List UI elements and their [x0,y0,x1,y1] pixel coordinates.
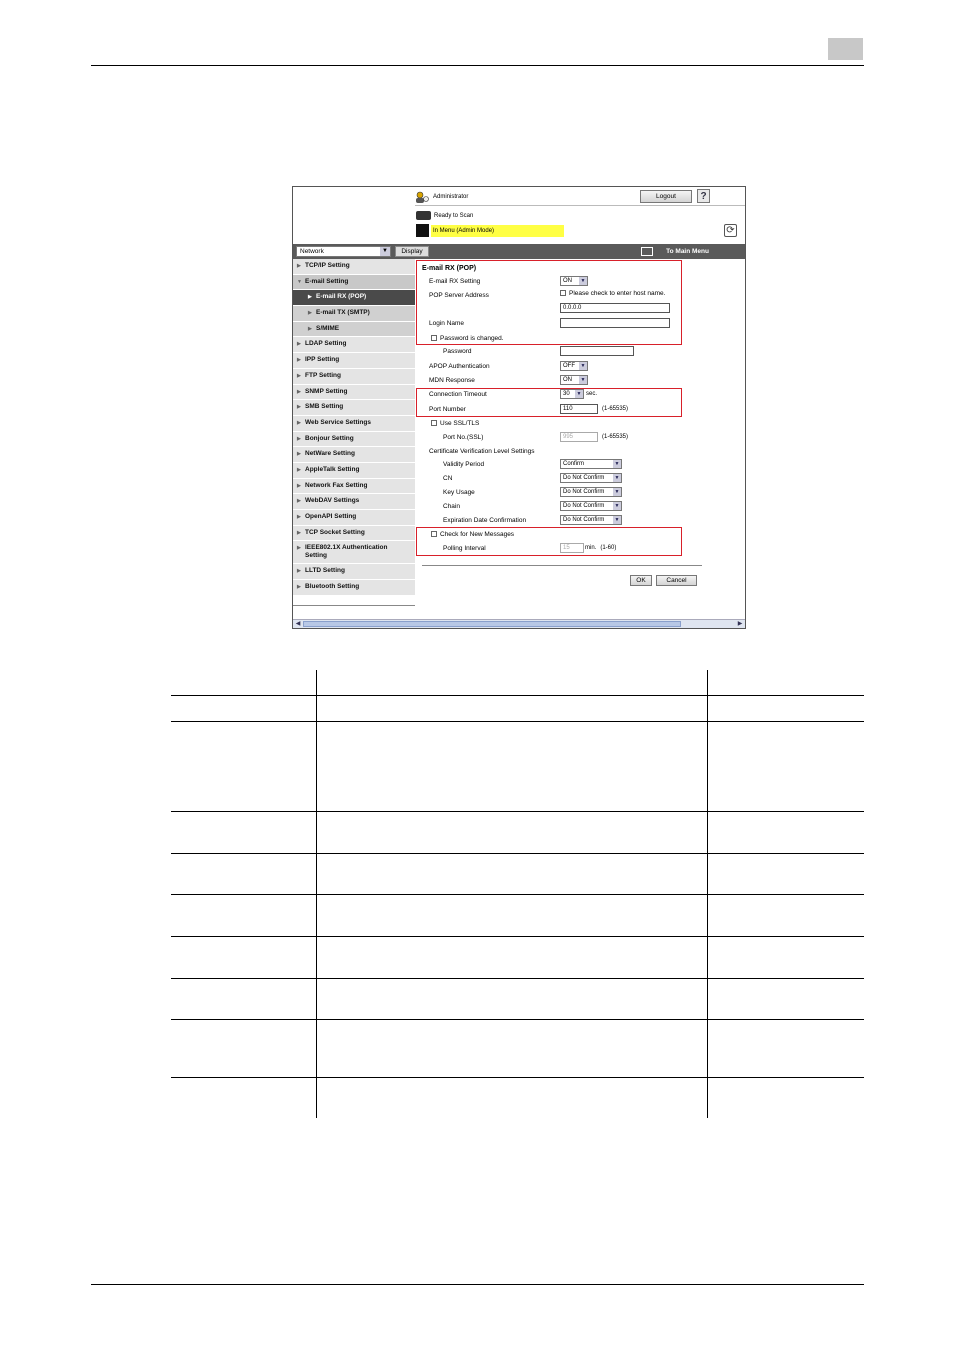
timeout-unit: sec. [586,391,598,397]
arrow-right-icon: ▶ [297,568,301,575]
sidebar-item-label: Bluetooth Setting [305,583,360,591]
sidebar-item-label: Web Service Settings [305,418,371,426]
sidebar-item-email-rx[interactable] [293,290,415,306]
sidebar-item-bonjour[interactable] [293,432,415,448]
email-rx-setting-label: E-mail RX Setting [429,278,481,285]
printer-icon [416,211,431,220]
sidebar-item-network-fax[interactable] [293,479,415,495]
arrow-right-icon: ▶ [308,294,312,301]
ok-button[interactable]: OK [630,575,652,586]
arrow-right-icon: ▶ [297,435,301,442]
select-value: Do Not Confirm [563,517,605,523]
sidebar-item-ieee8021x[interactable] [293,541,415,564]
arrow-right-icon: ▶ [308,310,312,317]
sidebar-item-web-service[interactable] [293,416,415,432]
pop-server-label: POP Server Address [429,292,489,299]
user-label: Administrator [433,194,469,200]
select-value: 30 [563,391,570,397]
ssl-checkbox[interactable] [431,420,437,426]
ssl-port-input[interactable]: 995 [560,432,598,442]
sidebar-item-label: TCP Socket Setting [305,528,365,536]
row-key-usage [417,487,745,500]
password-label: Password [443,348,472,355]
select-value: ON [563,377,572,383]
chain-label: Chain [443,503,460,510]
chevron-down-icon: ▼ [580,278,586,284]
row-ssl [417,418,745,431]
arrow-right-icon: ▶ [297,372,301,379]
arrow-right-icon: ▶ [297,263,301,269]
arrow-right-icon: ▶ [308,325,312,332]
chevron-down-icon: ▼ [580,363,586,369]
sidebar-item-label: E-mail RX (POP) [316,293,367,301]
sidebar [293,259,415,596]
chain-select[interactable] [560,501,622,511]
highlight-box-connection [416,388,682,417]
polling-range: (1-60) [600,545,617,551]
scroll-left-icon[interactable]: ◀ [295,621,301,627]
table-row-divider [171,721,864,722]
select-value: Do Not Confirm [563,475,605,481]
ssl-port-range: (1-65535) [602,434,629,440]
port-label: Port Number [429,406,466,413]
sidebar-item-label: AppleTalk Setting [305,465,360,473]
row-mdn [417,375,745,388]
sidebar-item-email-tx[interactable] [293,306,415,322]
sidebar-item-smb[interactable] [293,400,415,416]
chevron-down-icon: ▼ [580,377,586,383]
password-input[interactable] [560,346,634,356]
select-value: OFF [563,363,575,369]
sidebar-item-label: IPP Setting [305,356,340,364]
mode-bar: In Menu (Admin Mode) [431,225,564,237]
row-chain [417,501,745,514]
sidebar-item-tcp-socket[interactable] [293,526,415,542]
header-divider [415,205,745,206]
row-password [417,346,745,359]
password-changed-label: Password is changed. [440,335,504,342]
row-apop [417,361,745,374]
table-row-divider [171,811,864,812]
row-cn [417,473,745,486]
key-usage-select[interactable] [560,487,622,497]
arrow-right-icon: ▶ [297,341,301,348]
page-number-tab [828,38,863,60]
sidebar-divider [293,605,415,606]
apop-select[interactable] [560,361,588,371]
sidebar-item-openapi[interactable] [293,510,415,526]
navbar [293,244,745,259]
host-name-check-label: Please check to enter host name. [569,290,666,297]
login-name-label: Login Name [429,320,465,327]
arrow-right-icon: ▶ [297,514,301,520]
table-row-divider [171,1077,864,1078]
ssl-port-label: Port No.(SSL) [443,434,484,441]
sidebar-item-label: Bonjour Setting [305,434,354,442]
scroll-thumb[interactable] [303,621,681,627]
cn-label: CN [443,475,453,482]
mdn-select[interactable] [560,375,588,385]
sidebar-item-ipp[interactable] [293,353,415,369]
arrow-right-icon: ▶ [297,529,301,536]
cancel-button[interactable]: Cancel [656,575,697,586]
sidebar-item-label: IEEE802.1X Authentication Setting [305,544,388,560]
sidebar-item-email[interactable] [293,275,415,291]
select-value: Confirm [563,461,585,467]
arrow-right-icon: ▶ [297,466,301,473]
apop-label: APOP Authentication [429,363,490,370]
select-value: Do Not Confirm [563,503,605,509]
category-select[interactable] [296,246,391,257]
row-ssl-port [417,432,745,445]
key-usage-label: Key Usage [443,489,475,496]
chevron-down-icon: ▼ [614,475,620,481]
polling-label: Polling Interval [443,545,486,552]
logout-button[interactable]: Logout [640,190,692,203]
arrow-right-icon: ▶ [297,357,301,364]
select-value: Do Not Confirm [563,489,605,495]
port-input[interactable]: 110 [560,404,598,414]
arrow-right-icon: ▶ [297,388,301,395]
table-row-divider [171,853,864,854]
sidebar-item-label: LLTD Setting [305,567,345,575]
sidebar-item-smime[interactable] [293,322,415,338]
select-value: ON [563,278,572,284]
expiration-label: Expiration Date Confirmation [443,517,527,524]
timeout-label: Connection Timeout [429,391,487,398]
sidebar-item-lltd[interactable] [293,564,415,580]
to-main-menu-link[interactable]: To Main Menu [666,248,709,255]
arrow-right-icon: ▶ [297,404,301,411]
arrow-right-icon: ▶ [297,482,301,489]
chevron-down-icon: ▼ [614,517,620,523]
sidebar-item-label: OpenAPI Setting [305,513,357,520]
validity-label: Validity Period [443,461,485,468]
sidebar-item-label: SNMP Setting [305,387,348,395]
chevron-down-icon: ▼ [614,503,620,509]
main-menu-icon [641,247,653,256]
status-text: Ready to Scan [434,213,474,219]
help-button[interactable]: ? [697,189,710,203]
sidebar-item-webdav[interactable] [293,494,415,510]
mdn-label: MDN Response [429,377,475,384]
polling-unit: min. [585,545,597,551]
arrow-right-icon: ▶ [297,545,301,552]
sidebar-item-bluetooth[interactable] [293,580,415,596]
polling-input[interactable]: 15 [560,543,584,553]
sidebar-item-label: TCP/IP Setting [305,262,350,269]
highlight-box-server [416,260,682,345]
footer-rule [91,1284,864,1285]
sidebar-item-tcpip[interactable] [293,259,415,275]
admin-mode-icon [416,224,429,237]
sidebar-item-label: LDAP Setting [305,340,347,348]
table-row-divider [171,894,864,895]
port-range: (1-65535) [602,406,629,412]
table-row-divider [171,1019,864,1020]
sidebar-item-label: NetWare Setting [305,450,355,458]
arrow-down-icon: ▼ [297,278,302,285]
sidebar-item-snmp[interactable] [293,385,415,401]
sidebar-item-label: Network Fax Setting [305,481,368,489]
cn-select[interactable] [560,473,622,483]
arrow-right-icon: ▶ [297,584,301,591]
sidebar-item-ftp[interactable] [293,369,415,385]
check-new-label: Check for New Messages [440,531,515,538]
row-cert-heading [417,446,745,459]
chevron-down-icon: ▼ [614,489,620,495]
sidebar-item-label: S/MIME [316,324,340,332]
highlight-box-polling [416,527,682,556]
arrow-right-icon: ▶ [297,498,301,505]
sidebar-item-label: E-mail Setting [305,277,349,285]
display-button[interactable]: Display [395,246,429,257]
sidebar-item-ldap[interactable] [293,337,415,353]
expiration-select[interactable] [560,515,622,525]
arrow-right-icon: ▶ [297,419,301,426]
web-connection-screenshot [292,186,746,629]
sidebar-item-label: WebDAV Settings [305,497,360,505]
horizontal-scrollbar[interactable] [293,619,745,628]
pop-server-input[interactable]: 0.0.0.0 [560,303,670,313]
form-divider [422,565,702,566]
administrator-icon [415,191,429,203]
sidebar-item-netware[interactable] [293,447,415,463]
table-row-divider [171,936,864,937]
arrow-right-icon: ▶ [297,451,301,458]
table-row-divider [171,695,864,696]
cert-heading: Certificate Verification Level Settings [429,448,535,455]
ssl-label: Use SSL/TLS [440,420,480,427]
chevron-down-icon: ▼ [380,247,390,256]
scroll-right-icon[interactable]: ▶ [737,621,743,627]
sidebar-item-label: FTP Setting [305,371,341,379]
header-rule [91,65,864,66]
form-title: E-mail RX (POP) [422,265,477,272]
sidebar-item-appletalk[interactable] [293,463,415,479]
chevron-down-icon: ▼ [614,461,620,467]
sidebar-item-label: SMB Setting [305,403,344,411]
chevron-down-icon: ▼ [576,391,582,397]
validity-select[interactable] [560,459,622,469]
table-row-divider [171,978,864,979]
row-validity [417,459,745,472]
sidebar-item-label: E-mail TX (SMTP) [316,309,370,317]
category-select-value: Network [300,248,324,255]
refresh-icon[interactable]: ⟳ [724,224,737,237]
